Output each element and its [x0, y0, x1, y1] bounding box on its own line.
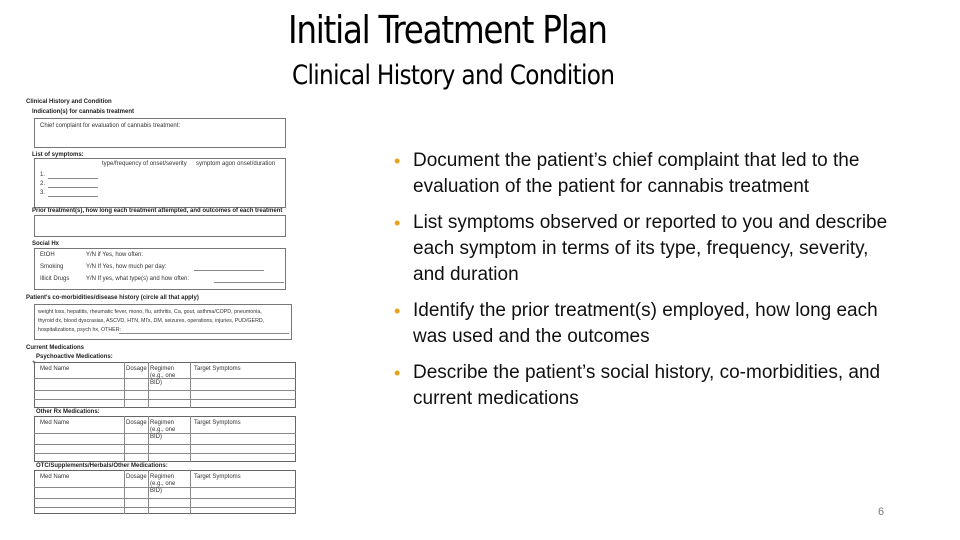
rx-col-dosage: Dosage — [126, 420, 147, 426]
symptoms-col1: type/frequency of onset/severity — [102, 161, 187, 167]
bullet-icon: • — [394, 151, 401, 171]
slide-title: Initial Treatment Plan — [288, 8, 607, 52]
etoh-question: Y/N if Yes, how often: — [86, 252, 144, 258]
symptoms-col2: symptom agon onset/duration — [196, 161, 276, 167]
otc-col-target: Target Symptoms — [194, 474, 241, 480]
rx-col-med: Med Name — [40, 420, 70, 426]
bullet-icon: • — [394, 301, 401, 321]
bullet-icon: • — [394, 363, 401, 383]
bullet-icon: • — [394, 213, 401, 233]
symptom-1: 1. — [40, 172, 46, 178]
illicit-label: Illicit Drugs — [40, 276, 70, 282]
comorbidities-line3: hospitalizations, psych hx, OTHER: — [38, 327, 122, 333]
comorbidities-label: Patient's co-morbidities/disease history (circle all that apply) — [26, 295, 199, 301]
psy-col-med: Med Name — [40, 366, 70, 372]
bullet-item — [394, 360, 894, 412]
prior-treatment-box — [34, 215, 286, 237]
rx-col-regimen: Regimen (e.g., one BID) — [150, 420, 176, 440]
rx-col-target: Target Symptoms — [194, 420, 241, 426]
otc-col-regimen: Regimen (e.g., one BID) — [150, 474, 176, 494]
smoking-label: Smoking — [40, 264, 64, 270]
comorbidities-line1: weight loss, hepatitis, rheumatic fever, mono, flu, arthritis, Ca, gout, asthma/COPD, pneumonia, — [38, 309, 262, 315]
prior-treatment-label: Prior treatment(s), how long each treatment attempted, and outcomes of each treatment — [32, 208, 283, 214]
social-label: Social Hx — [32, 241, 60, 247]
current-meds-label: Current Medications — [26, 345, 85, 351]
bullet-item — [394, 148, 894, 200]
symptoms-label: List of symptoms: — [32, 152, 84, 158]
etoh-label: EtOH — [40, 252, 55, 258]
bullet-item — [394, 298, 894, 350]
otc-label: OTC/Supplements/Herbals/Other Medications: — [36, 463, 168, 469]
illicit-question: Y/N If yes, what type(s) and how often: — [86, 276, 190, 282]
psy-col-dosage: Dosage — [126, 366, 147, 372]
bullet-text: Identify the prior treatment(s) employed, how long each was used and the outcomes — [413, 300, 878, 347]
chief-complaint-label: Chief complaint for evaluation of cannabis treatment: — [40, 123, 181, 129]
comorbidities-line2: thyroid dx, blood dyscrasias, ASCVD, HTN, MI's, DM, seizures, operations, injuries, PUD/GERD, — [38, 318, 265, 324]
form-thumbnail — [24, 96, 296, 516]
bullet-text: Describe the patient’s social history, co-morbidities, and current medications — [413, 362, 881, 409]
bullet-item — [394, 210, 894, 288]
slide-subtitle: Clinical History and Condition — [292, 60, 615, 91]
otc-col-dosage: Dosage — [126, 474, 147, 480]
other-rx-label: Other Rx Medications: — [36, 409, 100, 415]
symptom-2: 2. — [40, 181, 46, 187]
psy-col-target: Target Symptoms — [194, 366, 241, 372]
otc-col-med: Med Name — [40, 474, 70, 480]
form-heading: Clinical History and Condition — [26, 99, 112, 105]
page-number: 6 — [878, 506, 885, 518]
bullet-list — [394, 148, 894, 422]
form-indication-label: Indication(s) for cannabis treatment — [32, 109, 135, 115]
smoking-question: Y/N If Yes, how much per day: — [86, 264, 167, 270]
psychoactive-label: Psychoactive Medications: — [36, 354, 113, 360]
psy-col-regimen: Regimen (e.g., one BID) — [150, 366, 176, 386]
symptom-3: 3. — [40, 190, 46, 196]
bullet-text: Document the patient’s chief complaint that led to the evaluation of the patient for cannabis treatment — [413, 150, 860, 197]
plus-icon: + — [32, 360, 36, 366]
bullet-text: List symptoms observed or reported to you and describe each symptom in terms of its type, frequency, severity, and duration — [413, 212, 888, 285]
